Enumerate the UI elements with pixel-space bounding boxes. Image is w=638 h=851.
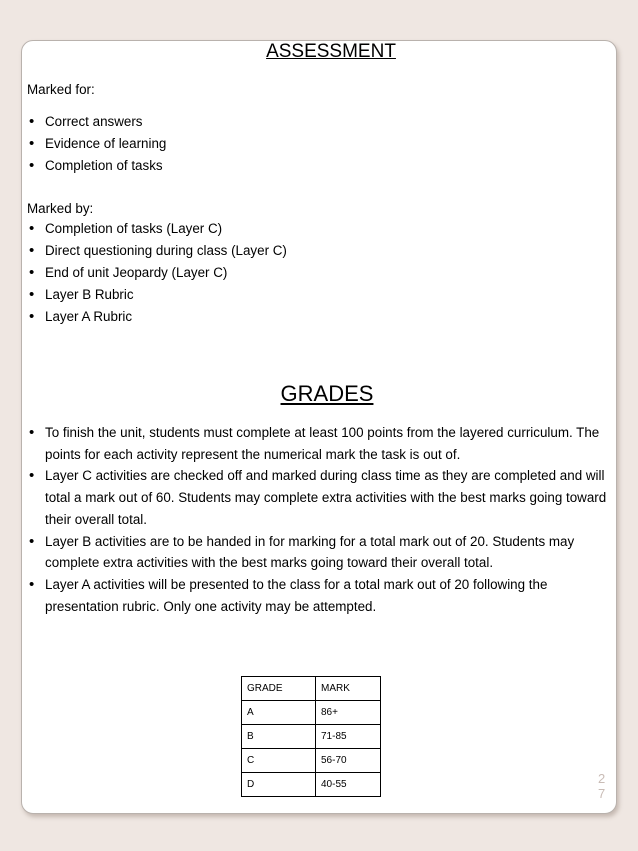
table-row xyxy=(242,773,381,797)
table-row xyxy=(242,701,381,725)
grade-table xyxy=(241,676,381,797)
page-number-digit: 2 xyxy=(598,771,606,786)
list-item: • Completion of tasks xyxy=(27,155,166,177)
list-item: • End of unit Jeopardy (Layer C) xyxy=(27,262,287,284)
table-row xyxy=(242,749,381,773)
table-cell: 86+ xyxy=(316,701,381,725)
assessment-title: ASSESSMENT xyxy=(266,41,396,62)
list-item: • Layer B activities are to be handed in for marking for a total mark out of 20. Students may complete extra activities with the best marks going toward their overall total. xyxy=(27,531,607,574)
marked-by-list xyxy=(27,218,287,328)
list-item: • Layer A Rubric xyxy=(27,306,287,328)
page-number-digit: 7 xyxy=(598,786,606,801)
list-item: • To finish the unit, students must complete at least 100 points from the layered curriculum. The points for each activity represent the numerical mark the task is out of. xyxy=(27,422,607,465)
list-item: • Correct answers xyxy=(27,111,166,133)
table-cell: 56-70 xyxy=(316,749,381,773)
marked-for-label: Marked for: xyxy=(27,82,95,97)
grades-list xyxy=(27,422,607,617)
document-page xyxy=(21,40,617,814)
table-cell: C xyxy=(242,749,316,773)
table-cell: D xyxy=(242,773,316,797)
grades-title: GRADES xyxy=(280,381,374,406)
list-item: • Completion of tasks (Layer C) xyxy=(27,218,287,240)
table-cell: 40-55 xyxy=(316,773,381,797)
marked-by-label: Marked by: xyxy=(27,201,94,216)
list-item: • Evidence of learning xyxy=(27,133,166,155)
table-header-cell: GRADE xyxy=(242,677,316,701)
page-number xyxy=(598,771,605,801)
list-item: • Direct questioning during class (Layer C) xyxy=(27,240,287,262)
table-header-cell: MARK xyxy=(316,677,381,701)
table-header-row xyxy=(242,677,381,701)
marked-for-list xyxy=(27,111,166,177)
list-item: • Layer A activities will be presented to the class for a total mark out of 20 following the presentation rubric. Only one activity may be attempted. xyxy=(27,574,607,617)
table-row xyxy=(242,725,381,749)
list-item: • Layer B Rubric xyxy=(27,284,287,306)
table-cell: A xyxy=(242,701,316,725)
table-cell: 71-85 xyxy=(316,725,381,749)
list-item: • Layer C activities are checked off and marked during class time as they are completed and will total a mark out of 60. Students may complete extra activities with the best marks going toward their overall total. xyxy=(27,465,607,530)
table-cell: B xyxy=(242,725,316,749)
